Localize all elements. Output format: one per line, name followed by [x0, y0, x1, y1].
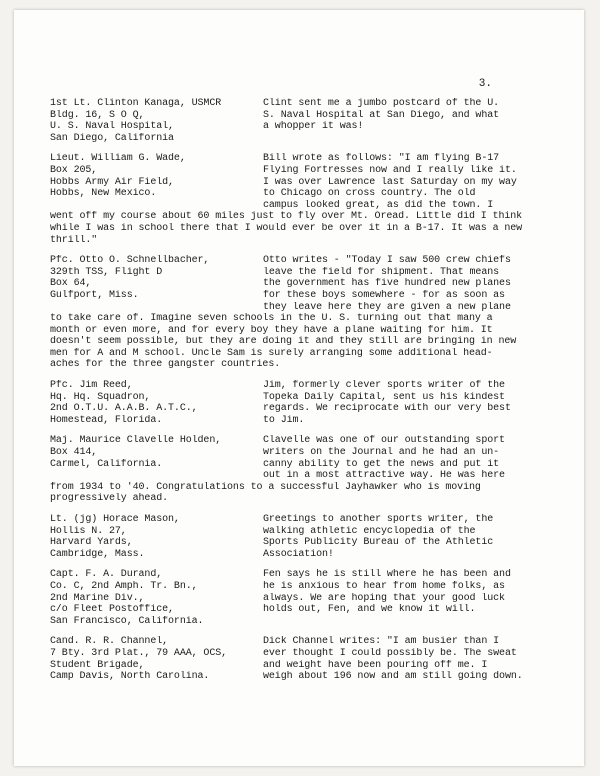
entry-row — [50, 470, 570, 482]
message-line: walking athletic encyclopedia of the — [263, 525, 476, 537]
address-line: San Diego, California — [50, 132, 174, 144]
entry-row — [50, 110, 570, 122]
entry-row — [50, 98, 570, 110]
entry-row — [50, 537, 570, 549]
message-continuation-line: thrill." — [50, 234, 98, 246]
message-line: Clint sent me a jumbo postcard of the U. — [263, 98, 500, 109]
entry-row — [50, 177, 570, 189]
entry-row — [50, 392, 570, 404]
address-line: 329th TSS, Flight D — [50, 266, 163, 278]
message-line: Jim, formerly clever sports writer of the — [263, 380, 505, 392]
message-line: canny ability to get the news and put it — [263, 458, 500, 470]
entry-row — [50, 255, 570, 267]
message-line: regards. We reciprocate with our very best — [263, 403, 511, 415]
message-line: he is anxious to hear from home folks, as — [263, 580, 505, 592]
message-continuation-line: aches for the three gangster countries. — [50, 359, 281, 371]
entry-row — [50, 459, 570, 471]
address-line: Co. C, 2nd Amph. Tr. Bn., — [50, 580, 198, 592]
entry-row — [50, 526, 570, 538]
address-line: Camp Davis, North Carolina. — [50, 671, 210, 683]
entry-row — [50, 188, 570, 200]
message-continuation-line: went off my course about 60 miles just to fly over Mt. Oread. Little did I think — [50, 211, 523, 223]
message-line: Topeka Daily Capital, sent us his kindest — [263, 391, 505, 403]
address-line: c/o Fleet Postoffice, — [50, 604, 174, 616]
message-line: for these boys somewhere - for as soon as — [263, 289, 505, 301]
entry-row — [50, 415, 570, 427]
entry-row — [50, 267, 570, 279]
address-line: Hobbs, New Mexico. — [50, 188, 157, 200]
entry-row — [50, 121, 570, 133]
message-line: always. We are hoping that your good luck — [263, 592, 505, 604]
address-line: Lieut. William G. Wade, — [50, 153, 186, 165]
message-continuation-line: doesn't seem possible, but they are doing it and they still are bringing in new — [50, 336, 517, 348]
letter-entry — [50, 98, 570, 144]
entry-row — [50, 604, 570, 616]
address-line: Box 414, — [50, 447, 98, 459]
message-line: Dick Channel writes: "I am busier than I — [263, 636, 500, 648]
address-line — [50, 470, 263, 482]
letter-entry — [50, 636, 570, 682]
entry-row — [50, 290, 570, 302]
message-line: Bill wrote as follows: "I am flying B-17 — [263, 153, 500, 165]
message-line: Clavelle was one of our outstanding sport — [263, 435, 505, 447]
message-line: leave the field for shipment. That means — [263, 266, 500, 278]
address-line: Carmel, California. — [50, 458, 163, 470]
message-line: Sports Publicity Bureau of the Athletic — [263, 537, 494, 549]
entry-row — [50, 165, 570, 177]
entry-row — [50, 593, 570, 605]
message-continuation-line: month or even more, and for every boy they have a plane waiting for him. It — [50, 324, 493, 336]
entry-row — [50, 133, 570, 145]
address-line: 2nd Marine Div., — [50, 592, 145, 604]
address-line: Homestead, Florida. — [50, 414, 163, 426]
address-line: U. S. Naval Hospital, — [50, 121, 174, 133]
entry-row — [50, 648, 570, 660]
message-line — [263, 616, 570, 628]
letter-entry — [50, 255, 570, 371]
message-line: and weight have been pouring off me. I — [263, 659, 488, 671]
address-line — [50, 200, 263, 212]
entry-row — [50, 549, 570, 561]
address-line: Hobbs Army Air Field, — [50, 176, 174, 188]
entry-row — [50, 447, 570, 459]
address-line: 2nd O.T.U. A.A.B. A.T.C., — [50, 403, 198, 415]
page-number: 3. — [478, 78, 492, 90]
letter-entry — [50, 514, 570, 560]
message-line: Fen says he is still where he has been and — [263, 569, 511, 581]
message-continuation-line: men for A and M school. Uncle Sam is surely arranging some additional head- — [50, 347, 493, 359]
address-line: Maj. Maurice Clavelle Holden, — [50, 435, 222, 447]
entry-row — [50, 278, 570, 290]
address-line — [50, 302, 263, 314]
entries-list — [50, 98, 570, 692]
address-line: 1st Lt. Clinton Kanaga, USMCR — [50, 98, 222, 109]
address-line: Hollis N. 27, — [50, 525, 127, 537]
entry-row — [50, 514, 570, 526]
entry-row — [50, 581, 570, 593]
message-line: out in a most attractive way. He was here — [263, 470, 505, 482]
message-line: they leave here they are given a new plane — [263, 301, 511, 313]
message-continuation-line: while I was in school there that I would ever be over it in a B-17. It was a new — [50, 222, 523, 234]
entry-row — [50, 380, 570, 392]
entry-row — [50, 302, 570, 314]
entry-row — [50, 636, 570, 648]
message-line: holds out, Fen, and we know it will. — [263, 604, 476, 616]
entry-row — [50, 153, 570, 165]
address-line: Capt. F. A. Durand, — [50, 569, 163, 581]
address-line: 7 Bty. 3rd Plat., 79 AAA, OCS, — [50, 647, 228, 659]
address-line: Student Brigade, — [50, 659, 145, 671]
address-line: Box 205, — [50, 164, 98, 176]
entry-row — [50, 435, 570, 447]
message-line: Greetings to another sports writer, the — [263, 514, 494, 525]
message-line: ever thought I could possibly be. The sweat — [263, 647, 517, 659]
address-line: Cand. R. R. Channel, — [50, 636, 169, 648]
message-continuation-line: progressively ahead. — [50, 493, 169, 505]
message-line: to Jim. — [263, 414, 305, 426]
letter-page — [14, 10, 584, 766]
address-line: Gulfport, Miss. — [50, 289, 139, 301]
entry-row — [50, 616, 570, 628]
message-line: I was over Lawrence last Saturday on my way — [263, 176, 517, 188]
address-line: Bldg. 16, S O Q, — [50, 109, 145, 121]
message-continuation-line: from 1934 to '40. Congratulations to a successful Jayhawker who is moving — [50, 481, 481, 493]
address-line: Pfc. Jim Reed, — [50, 380, 133, 392]
address-line: San Francisco, California. — [50, 615, 204, 627]
address-line: Lt. (jg) Horace Mason, — [50, 514, 180, 525]
entry-row — [50, 403, 570, 415]
entry-row — [50, 660, 570, 672]
letter-entry — [50, 569, 570, 627]
message-line: writers on the Journal and he had an un- — [263, 447, 500, 459]
address-line: Pfc. Otto O. Schnellbacher, — [50, 255, 210, 267]
letter-entry — [50, 153, 570, 246]
message-line: a whopper it was! — [263, 121, 364, 133]
message-continuation-line: to take care of. Imagine seven schools in the U. S. turning out that many a — [50, 313, 493, 325]
message-line: to Chicago on cross country. The old — [263, 188, 476, 200]
message-line: the government has five hundred new planes — [263, 278, 511, 290]
message-line: Association! — [263, 548, 334, 560]
entry-row — [50, 200, 570, 212]
message-line — [263, 133, 570, 145]
message-line: Otto writes - "Today I saw 500 crew chiefs — [263, 255, 511, 267]
message-line: campus looked great, as did the town. I — [263, 199, 494, 211]
address-line: Harvard Yards, — [50, 537, 133, 549]
letter-entry — [50, 380, 570, 426]
entry-row — [50, 569, 570, 581]
letter-entry — [50, 435, 570, 505]
message-line: weigh about 196 now and am still going down. — [263, 671, 523, 683]
address-line: Hq. Hq. Squadron, — [50, 391, 151, 403]
message-line: S. Naval Hospital at San Diego, and what — [263, 109, 500, 121]
entry-row — [50, 671, 570, 683]
message-line: Flying Fortresses now and I really like it. — [263, 164, 517, 176]
address-line: Cambridge, Mass. — [50, 548, 145, 560]
address-line: Box 64, — [50, 278, 92, 290]
